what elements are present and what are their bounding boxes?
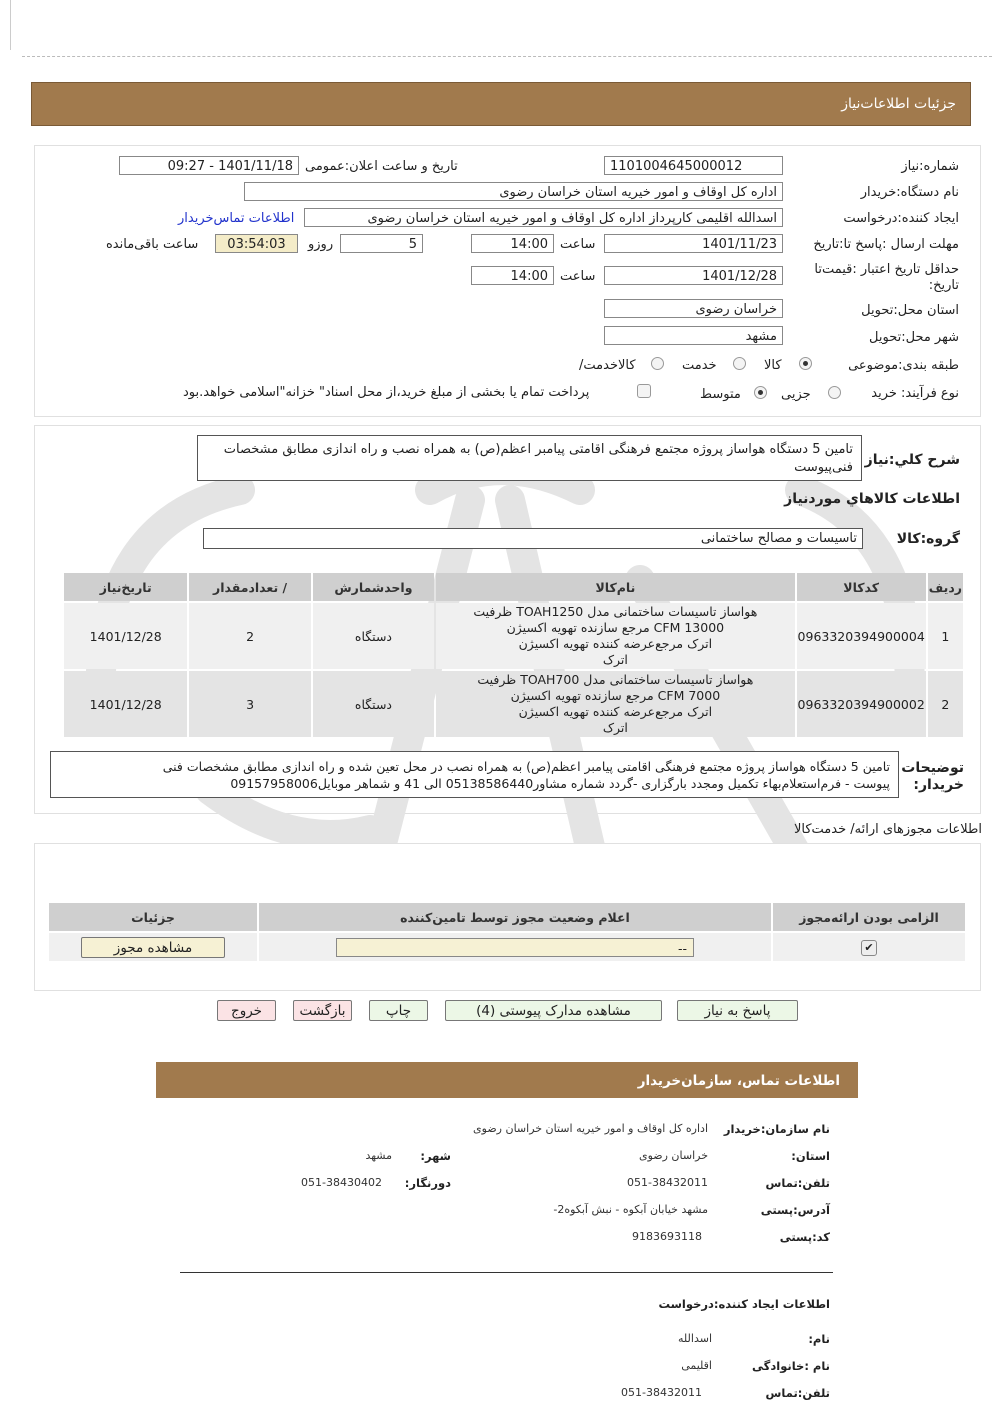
print-button[interactable]: چاپ <box>369 1000 428 1021</box>
creator-label: ایجاد کننده:درخواست <box>843 211 959 226</box>
item-name-line: اترک <box>602 720 628 735</box>
contact-address-label: آدرس:پستی <box>760 1203 830 1217</box>
reply-button[interactable]: پاسخ به نیاز <box>677 1000 798 1021</box>
item-name-line: اترک <box>602 652 628 667</box>
permits-table-wrap <box>47 901 967 963</box>
radio-goods-service[interactable] <box>651 357 664 370</box>
contact-fax-label: :دورنگار <box>404 1176 451 1190</box>
item-name-line: اترک مرجع‌عرضه کننده تهویه اکسیژن <box>518 704 713 719</box>
table-row <box>64 671 963 737</box>
remaining-time-field: 03:54:03 <box>215 234 298 253</box>
radio-goods-label: کالا <box>764 358 782 373</box>
summary-text-box: تامین 5 دستگاه هواساز پروژه مجتمع فرهنگی اقامتی پیامبر اعظم(ص) به همراه نصب و راه اندازی مطابق مشخصات فنی‌پیوست <box>197 435 862 481</box>
contact-phone-value: 051-38432011 <box>627 1176 708 1189</box>
item-unit: دستگاه <box>313 603 434 669</box>
page-header-title: جزئیات اطلاعات‌نیاز <box>841 96 956 112</box>
creator-phone-label: تلفن:تماس <box>765 1386 830 1400</box>
creator-info-title: اطلاعات ایجاد کننده:درخواست <box>658 1297 830 1311</box>
validity-time-field[interactable]: 14:00 <box>471 266 554 285</box>
table-row <box>49 933 965 961</box>
contact-postal-value: 9183693118 <box>632 1230 702 1243</box>
row-number: 1 <box>928 603 963 669</box>
back-button[interactable]: بازگشت <box>293 1000 352 1021</box>
contact-phone-label: تلفن:تماس <box>765 1176 830 1190</box>
creator-family-label: نام :خانوادگی <box>752 1359 830 1373</box>
permit-status-cell <box>259 933 771 961</box>
contact-postal-label: کد:پستی <box>779 1230 830 1244</box>
treasury-note: پرداخت تمام یا بخشی از مبلغ خرید،از محل اسناد" خزانه"اسلامی خواهد.بود <box>183 385 590 400</box>
validity-label-line2: :تاریخ <box>928 278 959 293</box>
col-code: کدکالا <box>797 573 926 601</box>
city-label: شهر محل:تحویل <box>869 330 959 345</box>
permit-status-field[interactable]: -- <box>336 938 694 957</box>
summary-label: شرح کلي:نیاز <box>864 452 960 468</box>
item-code: 0963320394900004 <box>797 603 926 669</box>
item-name-line: CFM 13000 مرجع سازنده تهویه اکسیژن <box>506 620 725 635</box>
radio-service[interactable] <box>733 357 746 370</box>
permit-details-cell <box>49 933 257 961</box>
province-field[interactable]: خراسان رضوی <box>604 299 783 318</box>
page-header-bar <box>31 82 971 126</box>
row-number: 2 <box>928 671 963 737</box>
validity-date-field[interactable]: 1401/12/28 <box>604 266 783 285</box>
item-name-line: هواساز تاسیسات ساختمانی مدل TOAH700 ظرفیت <box>477 672 754 687</box>
contact-header-title: اطلاعات تماس، سازمان‌خریدار <box>637 1073 840 1089</box>
table-row <box>64 603 963 669</box>
buyer-notes-label-line1: توضیحات <box>901 760 964 776</box>
buyer-notes-label-line2: :خریدار <box>913 777 964 793</box>
permits-table-header <box>49 903 965 931</box>
group-label: گروه:کالا <box>896 531 960 547</box>
items-table <box>62 571 965 739</box>
deadline-label: مهلت ارسال :پاسخ تا:تاریخ <box>813 237 959 252</box>
left-border-line <box>10 0 11 50</box>
item-qty: 2 <box>189 603 310 669</box>
col-details: جزئیات <box>49 903 257 931</box>
col-date: تاریخ‌نیاز <box>64 573 187 601</box>
days-label: روزو <box>308 237 334 252</box>
process-label: نوع فرآیند: خرید <box>871 386 959 401</box>
contact-city-value: مشهد <box>365 1149 392 1162</box>
col-unit: واحدشمارش <box>313 573 434 601</box>
radio-partial[interactable] <box>828 386 841 399</box>
item-name-line: اترک مرجع‌عرضه کننده تهویه اکسیژن <box>518 636 713 651</box>
validity-time-label: ساعت <box>560 269 596 284</box>
category-label: طبقه بندی:موضوعی <box>848 358 959 373</box>
remaining-time-label: ساعت باقی‌مانده <box>106 237 199 252</box>
radio-goods[interactable] <box>799 357 812 370</box>
item-name <box>436 671 794 737</box>
item-date: 1401/12/28 <box>64 671 187 737</box>
contact-org-value: اداره کل اوقاف و امور خیریه استان خراسان رضوی <box>473 1122 708 1135</box>
permits-title: اطلاعات مجوزهای ارائه/ خدمت‌کالا <box>793 822 982 837</box>
radio-medium-label: متوسط <box>700 387 741 402</box>
item-code: 0963320394900002 <box>797 671 926 737</box>
buyer-org-field[interactable]: اداره کل اوقاف و امور خیریه استان خراسان رضوی <box>244 182 783 201</box>
item-name-line: CFM 7000 مرجع سازنده تهویه اکسیژن <box>510 688 721 703</box>
radio-partial-label: جزیی <box>781 387 811 402</box>
creator-name-value: اسدالله <box>678 1332 712 1345</box>
contact-divider <box>180 1272 833 1273</box>
contact-address-value: -مشهد خیابان آبکوه - نبش آبکوه2 <box>553 1203 708 1216</box>
days-field[interactable]: 5 <box>340 234 423 253</box>
creator-name-label: :نام <box>808 1332 830 1346</box>
item-qty: 3 <box>189 671 310 737</box>
view-permit-button[interactable]: مشاهده مجوز <box>81 937 225 958</box>
item-date: 1401/12/28 <box>64 603 187 669</box>
deadline-time-label: ساعت <box>560 237 596 252</box>
deadline-date-field[interactable]: 1401/11/23 <box>604 234 783 253</box>
creator-field[interactable]: اسدالله اقلیمی کارپرداز اداره کل اوقاف و امور خیریه استان خراسان رضوی <box>304 208 783 227</box>
buyer-org-label: نام دستگاه:خریدار <box>860 185 959 200</box>
buyer-contact-link[interactable]: اطلاعات تماس‌خریدار <box>178 211 295 226</box>
buyer-notes-line: پیوست - فرم‌استعلام‌بهاء تکمیل ومجدد بارگزاری -گردد شماره مشاور05138586440 الی 41 و شماهر موبایل09157958006 <box>230 776 890 791</box>
radio-service-label: خدمت <box>682 358 717 373</box>
col-required: الزامی بودن ارائه‌مجوز <box>773 903 965 931</box>
creator-family-value: اقلیمی <box>681 1359 712 1372</box>
col-row: ردیف <box>928 573 963 601</box>
items-table-header <box>64 573 963 601</box>
need-number-label: شماره:نیاز <box>901 159 959 174</box>
treasury-checkbox[interactable] <box>637 384 651 398</box>
validity-label-line1: حداقل تاریخ اعتبار :قیمت‌تا <box>814 262 959 277</box>
item-name <box>436 603 794 669</box>
radio-medium[interactable] <box>754 386 767 399</box>
contact-province-label: :استان <box>791 1149 830 1163</box>
exit-button[interactable]: خروج <box>217 1000 276 1021</box>
item-unit: دستگاه <box>313 671 434 737</box>
check-icon: ✔ <box>861 940 877 956</box>
col-name: نام‌کالا <box>436 573 794 601</box>
attachments-button[interactable]: مشاهده مدارک پیوستی (4) <box>445 1000 662 1021</box>
items-heading: اطلاعات کالاهاي موردنیاز <box>784 491 960 507</box>
province-label: استان محل:تحویل <box>861 303 959 318</box>
top-dashed-divider <box>22 56 992 57</box>
announce-date-field[interactable]: 1401/11/18 - 09:27 <box>119 156 299 175</box>
col-status: اعلام وضعیت مجوز توسط تامین‌کننده <box>259 903 771 931</box>
need-number-field[interactable]: 1101004645000012 <box>604 156 783 175</box>
contact-city-label: :شهر <box>420 1149 451 1163</box>
contact-header-bar <box>156 1062 858 1098</box>
contact-org-label: نام سازمان:خریدار <box>723 1122 830 1136</box>
city-field[interactable]: مشهد <box>604 326 783 345</box>
buyer-notes-line: تامین 5 دستگاه هواساز پروژه مجتمع فرهنگی اقامتی پیامبر اعظم(ص) به همراه نصب در محل تعین شده و راه اندازی مطابق مشخصات فنی <box>162 759 890 774</box>
radio-goods-service-label: /کالاخدمت <box>579 358 636 373</box>
deadline-time-field[interactable]: 14:00 <box>471 234 554 253</box>
creator-phone-value: 051-38432011 <box>621 1386 702 1399</box>
col-qty: / تعدادمقدار <box>189 573 310 601</box>
contact-province-value: خراسان رضوی <box>638 1149 708 1162</box>
permits-table <box>47 901 967 963</box>
items-table-wrap <box>62 571 965 739</box>
permit-required-cell <box>773 933 965 961</box>
announce-label: تاریخ و ساعت اعلان:عمومی <box>305 159 458 174</box>
item-name-line: هواساز تاسیسات ساختمانی مدل TOAH1250 ظرفیت <box>473 604 758 619</box>
contact-fax-value: 051-38430402 <box>301 1176 382 1189</box>
buyer-notes-box <box>50 751 899 798</box>
group-field: تاسیسات و مصالح ساختمانی <box>203 528 863 549</box>
